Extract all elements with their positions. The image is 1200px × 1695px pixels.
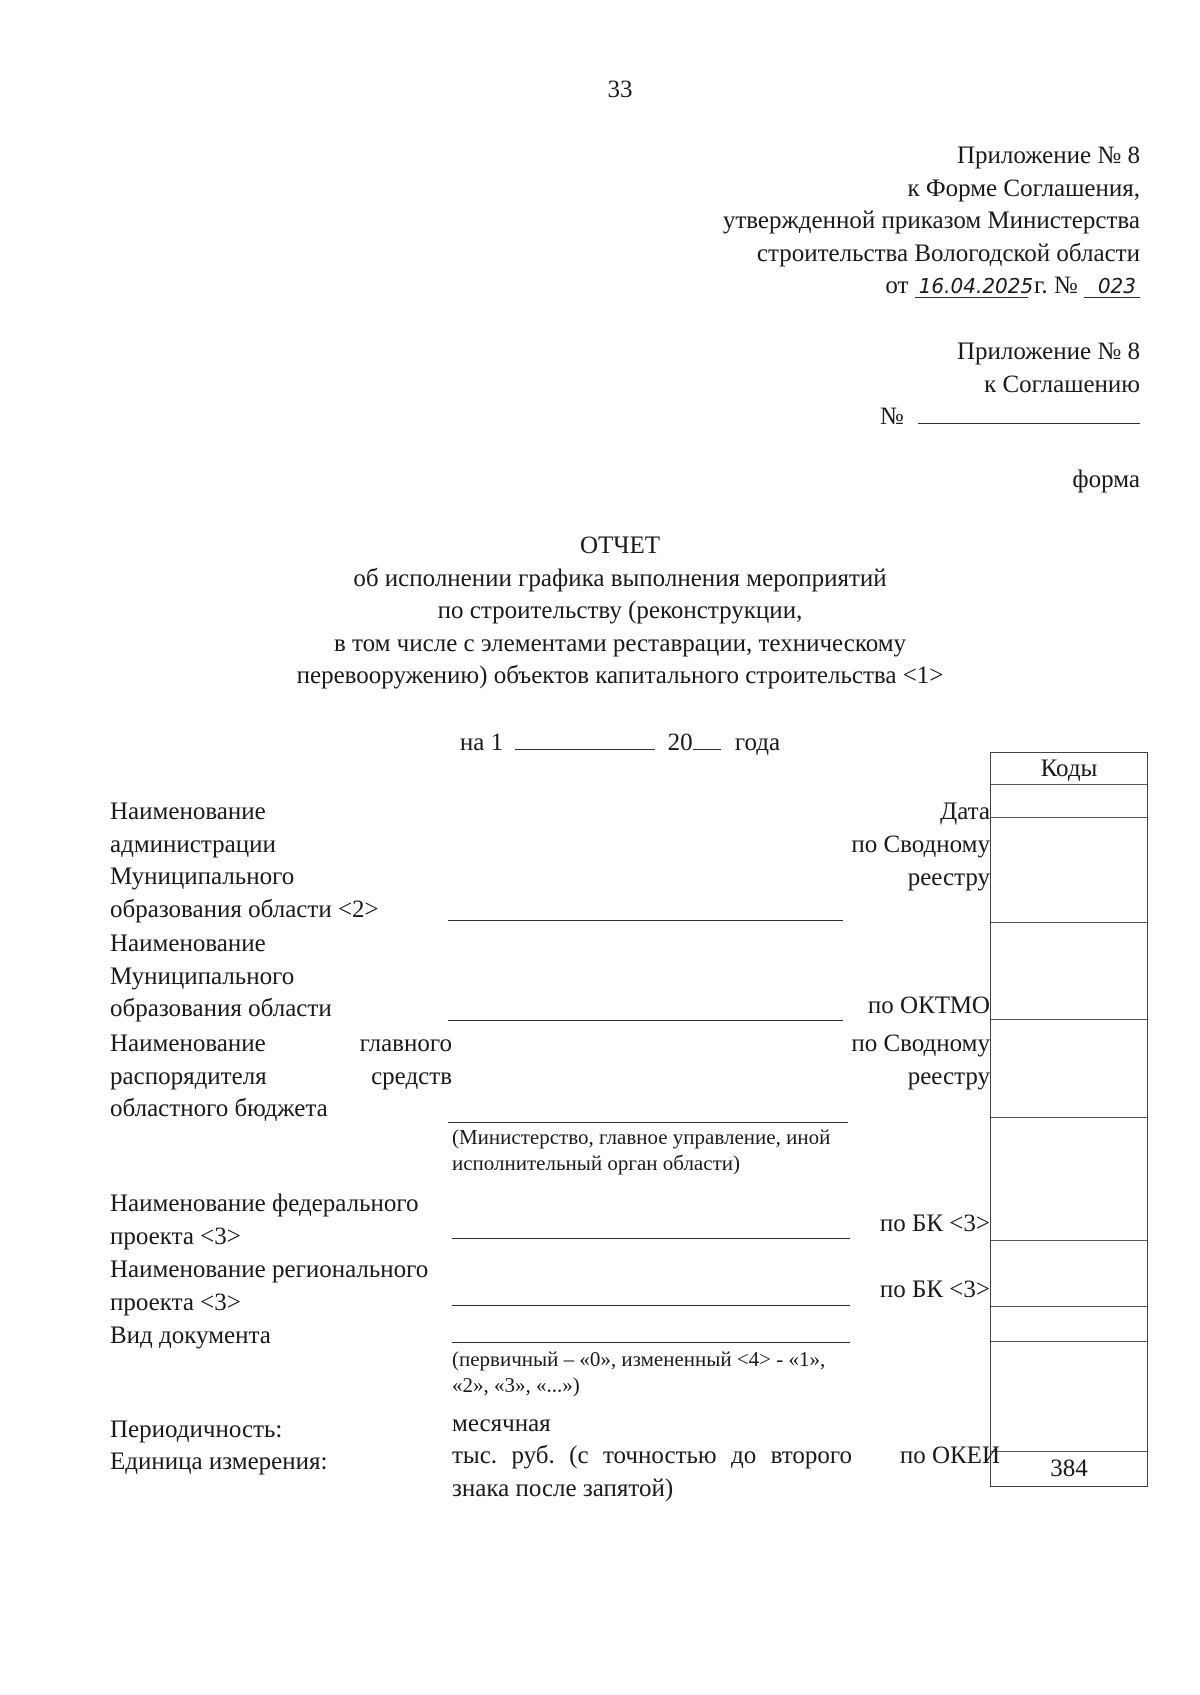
report-title-sub1: об исполнении графика выполнения мероприятий [353,564,887,592]
appendix-form-header [723,140,1140,303]
field-label-mo: Наименование Муниципального образования области [110,930,332,1022]
field-value-unit: тыс. руб. (с точностью до второго знака после запятой) [452,1442,852,1502]
report-date-year-prefix: 20 [667,729,693,756]
form-label: форма [1072,466,1140,493]
report-date-month-blank [515,749,655,750]
report-title-sub2: по строительству (реконструкции, [437,597,803,624]
field-label-admin: Наименование администрации Муниципального образования области <2> [110,798,379,923]
agreement-number-prefix: № [879,403,904,430]
report-title-main: ОТЧЕТ [579,532,661,559]
appendix-form-line1: Приложение № 8 [956,142,1140,169]
field-line-mo [448,1020,843,1021]
field-label-doc-type: Вид документа [110,1322,271,1349]
field-value-periodicity: месячная [452,1410,551,1437]
right-label-svod-reestr-1: по Сводному реестру [851,831,990,891]
field-label-regional-project: Наименование регионального проекта <3> [110,1256,429,1316]
code-cell-doc-type [991,1307,1147,1342]
right-label-oktmo: по ОКТМО [867,992,990,1019]
field-label-periodicity: Периодичность: [110,1416,283,1443]
right-label-okei: по ОКЕИ [899,1442,1000,1469]
number-prefix: г. № [1033,272,1078,299]
field-label-unit: Единица измерения: [110,1448,328,1475]
report-title-sub3: в том числе с элементами реставрации, техническому [333,629,907,657]
field-note-gr: (Министерство, главное управление, иной исполнительный орган области) [452,1125,831,1176]
right-label-bk-2: по БК <3> [879,1276,990,1303]
code-cell-svod-reestr-1 [991,818,1147,923]
code-cell-okei: 384 [1050,1455,1088,1482]
right-label-bk-1: по БК <3> [879,1210,990,1237]
field-line-doc-type [452,1342,850,1343]
field-label-gr: Наименование главного распорядителя средств областного бюджета [110,1030,452,1122]
code-cell-blank [991,1342,1147,1452]
appendix-form-line4: строительства Вологодской области [756,239,1140,267]
field-note-doc-type: (первичный – «0», измененный <4> - «1», «2», «3», «...») [452,1347,826,1398]
report-title-sub4: перевооружению) объектов капитального строительства <1> [296,662,944,689]
codes-header: Коды [991,753,1147,785]
report-date-year-blank [693,749,721,750]
code-cell-date [991,785,1147,818]
handwritten-number: 023 [1084,275,1140,298]
appendix-agreement-line1: Приложение № 8 [956,338,1140,365]
field-line-gr [448,1122,848,1123]
codes-table [990,752,1148,1487]
code-cell-bk-1 [991,1118,1147,1241]
report-date-prefix: на 1 [459,729,504,756]
appendix-agreement-header [880,336,1140,434]
agreement-number-blank [918,423,1140,424]
appendix-form-date-line [723,270,1140,303]
right-label-svod-reestr-2: по Сводному реестру [851,1030,990,1090]
appendix-form-line2: к Форме Соглашения, [907,174,1140,202]
code-cell-bk-2 [991,1241,1147,1307]
page-number: 33 [607,76,633,103]
code-cell-svod-reestr-2 [991,1020,1147,1118]
code-cell-oktmo [991,923,1147,1020]
handwritten-date: 16.04.2025 [915,275,1028,298]
field-line-admin [448,920,843,921]
date-prefix: от [885,272,909,299]
appendix-form-line3: утвержденной приказом Министерства [722,207,1140,234]
right-label-date: Дата [940,798,990,825]
field-label-federal-project: Наименование федерального проекта <3> [110,1190,419,1250]
report-title [0,530,1200,693]
appendix-agreement-number-line [880,401,1140,434]
appendix-agreement-line2: к Соглашению [984,370,1140,398]
report-date-suffix: года [734,729,781,756]
